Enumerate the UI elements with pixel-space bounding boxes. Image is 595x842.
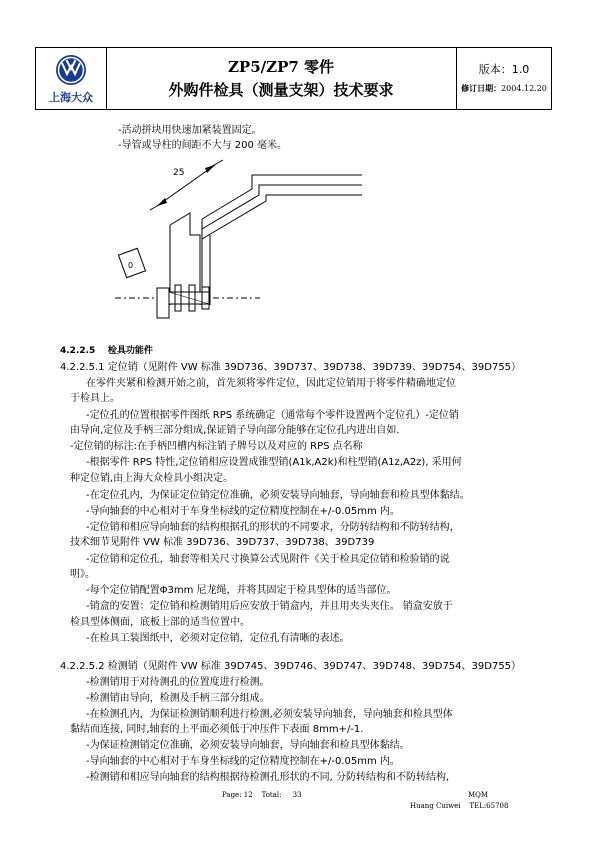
telephone: TEL:65708 <box>469 802 509 810</box>
body-line: -定位销和相应导向轴套的结构根据孔的形状的不同要求，分防转结构和不防转结构， <box>86 522 460 533</box>
body-line: -检测销由导向，检测及手柄三部分组成。 <box>86 693 270 704</box>
subsection-heading: 4.2.2.5.2 检测销（见附件 VW 标准 39D745、39D746、39D747、39D748、39D754、39D755） <box>60 661 522 672</box>
revision-date <box>457 83 551 94</box>
logo-cell <box>36 48 107 109</box>
body-line: 在零件夹紧和检测开始之前，首先须将零件定位，因此定位销用于将零件精确地定位 <box>86 378 456 389</box>
body-line: 黏结而连接, 同时,轴套的上平面必须低于冲压件下表面 8mm+/-1. <box>70 724 364 735</box>
body-line: -在检测孔内，为保证检测销顺利进行检测,必须安装导向轴套，导向轴套和检具型体 <box>86 709 453 720</box>
dimension-arrow <box>157 198 167 206</box>
company-name: 上海大众 <box>49 91 93 104</box>
author-name: Huang Cuiwei <box>410 802 461 810</box>
body-line: -为保证检测销定位准确，必须安装导向轴套，导向轴套和检具型体黏结。 <box>86 740 410 751</box>
part-label: 0 <box>128 261 134 270</box>
body-line: 于检具上。 <box>70 393 120 404</box>
intro-line: -活动拼块用快速加紧装置固定。 <box>118 125 262 136</box>
sheet-metal-middle <box>202 185 362 229</box>
body-line: 明》。 <box>70 569 95 580</box>
body-line: -在定位孔内，为保证定位销定位准确，必须安装导向轴套，导向轴套和检具型体黏结。 <box>86 490 470 501</box>
version-cell <box>457 48 551 109</box>
section-number: 4.2.2.5 <box>60 346 96 356</box>
body-line: -定位销和定位孔，轴套等相关尺寸换算公式见附件《关于检具定位销和检验销的说 <box>86 554 450 565</box>
body-line: 由导向,定位及手柄三部分组成,保证销子导向部分能够在定位孔内进出自如. <box>70 425 400 436</box>
section-title: 检具功能件 <box>107 346 153 356</box>
dimension-arrow <box>205 165 215 173</box>
department: MQM <box>468 791 489 799</box>
doc-title-line2: 外购件检具（测量支架）技术要求 <box>168 81 394 99</box>
section-heading <box>60 345 153 358</box>
sheet-metal-inner <box>202 195 362 239</box>
page-number <box>222 791 302 799</box>
document-header <box>35 47 552 110</box>
guide-pin-figure <box>110 155 380 330</box>
body-line: -检测销用于对待测孔的位置度进行检测。 <box>86 677 270 688</box>
subsection-heading: 4.2.2.5.1 定位销（见附件 VW 标准 39D736、39D737、39D738、39D739、39D754、39D755） <box>60 362 522 373</box>
page-label: Page: 12 <box>222 791 253 799</box>
revision-label: 修订日期： <box>461 84 502 93</box>
vw-logo-icon <box>56 55 86 85</box>
body-line: -导向轴套的中心相对于车身坐标线的定位精度控制在+/-0.05mm 内。 <box>86 756 400 767</box>
title-cell <box>106 48 457 109</box>
body-line: 检具型体侧面，底板上部的适当位置中。 <box>70 617 250 628</box>
body-line: -销盒的安置：定位销和检测销用后应安放于销盒内，并且用夹头夹住。 销盒安放于 <box>86 601 453 612</box>
total-pages: 33 <box>292 791 302 799</box>
body-line: -导向轴套的中心相对于车身坐标线的定位精度控制在+/-0.05mm 内。 <box>86 506 400 517</box>
total-label: Total: <box>261 791 282 799</box>
body-line: -每个定位销配置Φ3mm 尼龙绳，并将其固定于检具型体的适当部位。 <box>86 585 397 596</box>
body-line: -定位孔的位置根据零件图纸 RPS 系统确定（通常每个零件设置两个定位孔）-定位销 <box>86 410 459 421</box>
body-line: 种定位销,由上海大众检具小组决定。 <box>70 473 234 484</box>
body-line: 技术细节见附件 VW 标准 39D736、39D737、39D738、39D739 <box>70 537 375 548</box>
pin-head <box>157 288 169 318</box>
version-label: 版本：1.0 <box>478 63 530 76</box>
dimension-label: 25 <box>173 168 185 178</box>
sheet-metal-outer <box>202 175 362 219</box>
body-line: -根据零件 RPS 特性,定位销相应设置成锥型销(A1k,A2k)和柱型销(A1z,A2z), 采用何 <box>86 457 462 468</box>
body-line: -在检具工装图纸中，必须对定位销，定位孔有清晰的表述。 <box>86 633 350 644</box>
body-line: -检测销和相应导向轴套的结构根据待检测孔形状的不同, 分防转结构和不防转结构, <box>86 772 450 783</box>
author-contact <box>410 802 508 810</box>
intro-line: -导管或导柱的间距不大与 200 毫米。 <box>118 140 288 151</box>
doc-title-line1: ZP5/ZP7 零件 <box>227 58 335 76</box>
revision-date-value: 2004.12.20 <box>501 84 547 93</box>
body-line: -定位销的标注:在手柄凹槽内标注销子牌号以及对应的 RPS 点名称 <box>70 441 363 452</box>
